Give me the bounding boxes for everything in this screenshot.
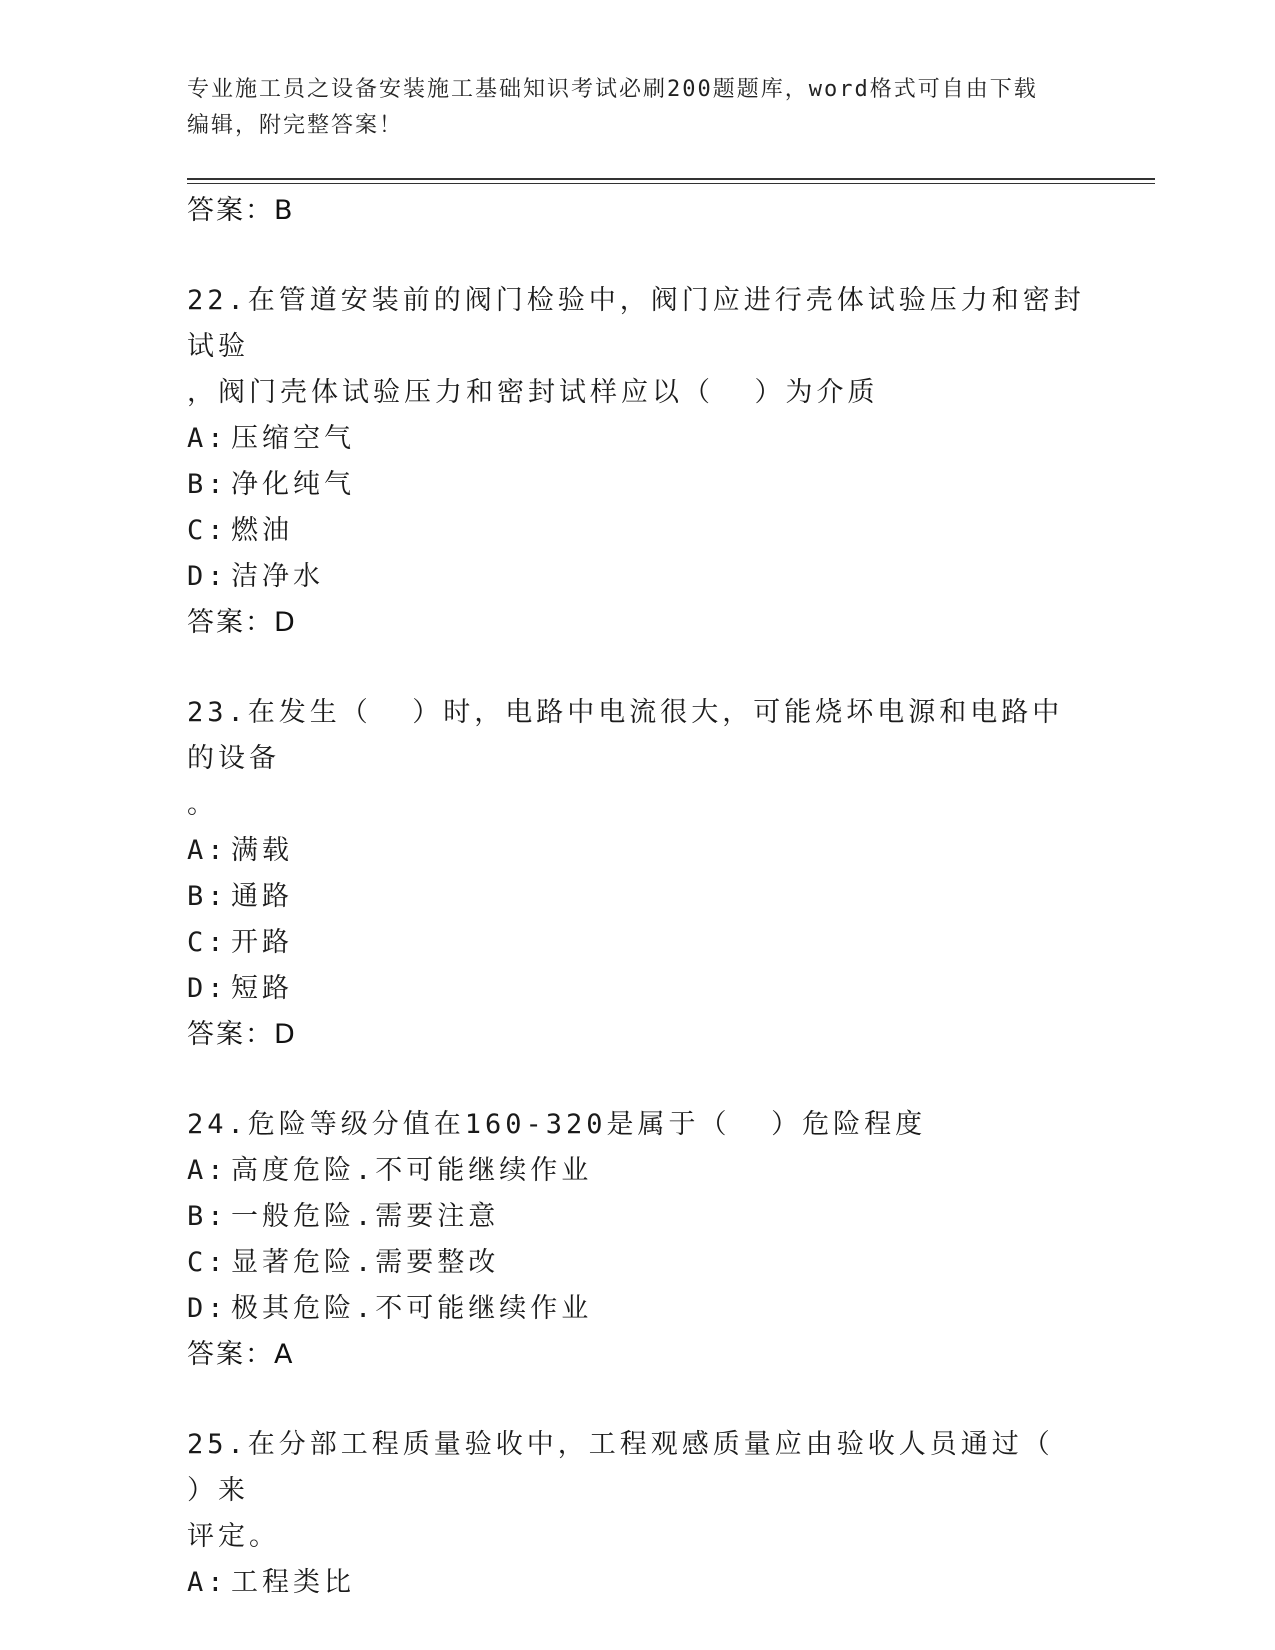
option-letter: D: <box>187 1293 228 1324</box>
header-title-line2: 编辑，附完整答案！ <box>187 113 404 138</box>
question-stem-line: ，阀门壳体试验压力和密封试样应以（ ）为介质 <box>187 377 879 408</box>
header-divider-thin <box>187 183 1155 184</box>
option-letter: A: <box>187 835 228 866</box>
question-23 <box>187 690 1087 1058</box>
question-stem-line: 22.在管道安装前的阀门检验中，阀门应进行壳体试验压力和密封试验 <box>187 285 1085 362</box>
option-letter: C: <box>187 515 228 546</box>
question-stem-line: 23.在发生（ ）时，电路中电流很大，可能烧坏电源和电路中的设备 <box>187 697 1064 774</box>
option-b <box>187 874 1087 920</box>
option-a <box>187 416 1087 462</box>
question-stem-line: 。 <box>187 789 218 820</box>
option-letter: B: <box>187 469 228 500</box>
option-text: 一般危险.需要注意 <box>231 1201 500 1232</box>
option-a <box>187 828 1087 874</box>
option-text: 高度危险.不可能继续作业 <box>231 1155 593 1186</box>
option-text: 燃油 <box>231 515 293 546</box>
document-header <box>187 72 1067 144</box>
option-c <box>187 508 1087 554</box>
option-d <box>187 966 1087 1012</box>
option-letter: B: <box>187 881 228 912</box>
answer-24: 答案：A <box>187 1339 295 1370</box>
option-d <box>187 1286 1087 1332</box>
header-title-line1: 专业施工员之设备安装施工基础知识考试必刷200题题库，word格式可自由下载 <box>187 77 1038 102</box>
option-letter: C: <box>187 1247 228 1278</box>
answer-22: 答案：D <box>187 607 297 638</box>
option-a <box>187 1148 1087 1194</box>
option-letter: A: <box>187 1567 228 1598</box>
question-stem-line: 24.危险等级分值在160-320是属于（ ）危险程度 <box>187 1109 927 1140</box>
answer-23: 答案：D <box>187 1019 297 1050</box>
option-text: 短路 <box>231 973 293 1004</box>
option-text: 开路 <box>231 927 293 958</box>
option-d <box>187 554 1087 600</box>
question-stem-line: 评定。 <box>187 1521 280 1552</box>
option-letter: D: <box>187 561 228 592</box>
question-list <box>187 188 1095 1606</box>
option-text: 压缩空气 <box>231 423 355 454</box>
option-text: 极其危险.不可能继续作业 <box>231 1293 593 1324</box>
question-22 <box>187 278 1087 646</box>
option-letter: D: <box>187 973 228 1004</box>
option-b <box>187 462 1087 508</box>
option-letter: C: <box>187 927 228 958</box>
option-text: 净化纯气 <box>231 469 355 500</box>
option-a <box>187 1560 1087 1606</box>
question-stem-line: 25.在分部工程质量验收中，工程观感质量应由验收人员通过（ ）来 <box>187 1429 1095 1506</box>
option-text: 工程类比 <box>231 1567 355 1598</box>
option-text: 显著危险.需要整改 <box>231 1247 500 1278</box>
question-24 <box>187 1102 1087 1378</box>
question-25 <box>187 1422 1095 1606</box>
option-letter: A: <box>187 423 228 454</box>
option-text: 通路 <box>231 881 293 912</box>
answer-previous: 答案：B <box>187 195 295 226</box>
option-text: 洁净水 <box>231 561 324 592</box>
option-c <box>187 920 1087 966</box>
option-letter: A: <box>187 1155 228 1186</box>
option-c <box>187 1240 1087 1286</box>
option-text: 满载 <box>231 835 293 866</box>
option-b <box>187 1194 1087 1240</box>
option-letter: B: <box>187 1201 228 1232</box>
header-divider-thick <box>187 178 1155 180</box>
